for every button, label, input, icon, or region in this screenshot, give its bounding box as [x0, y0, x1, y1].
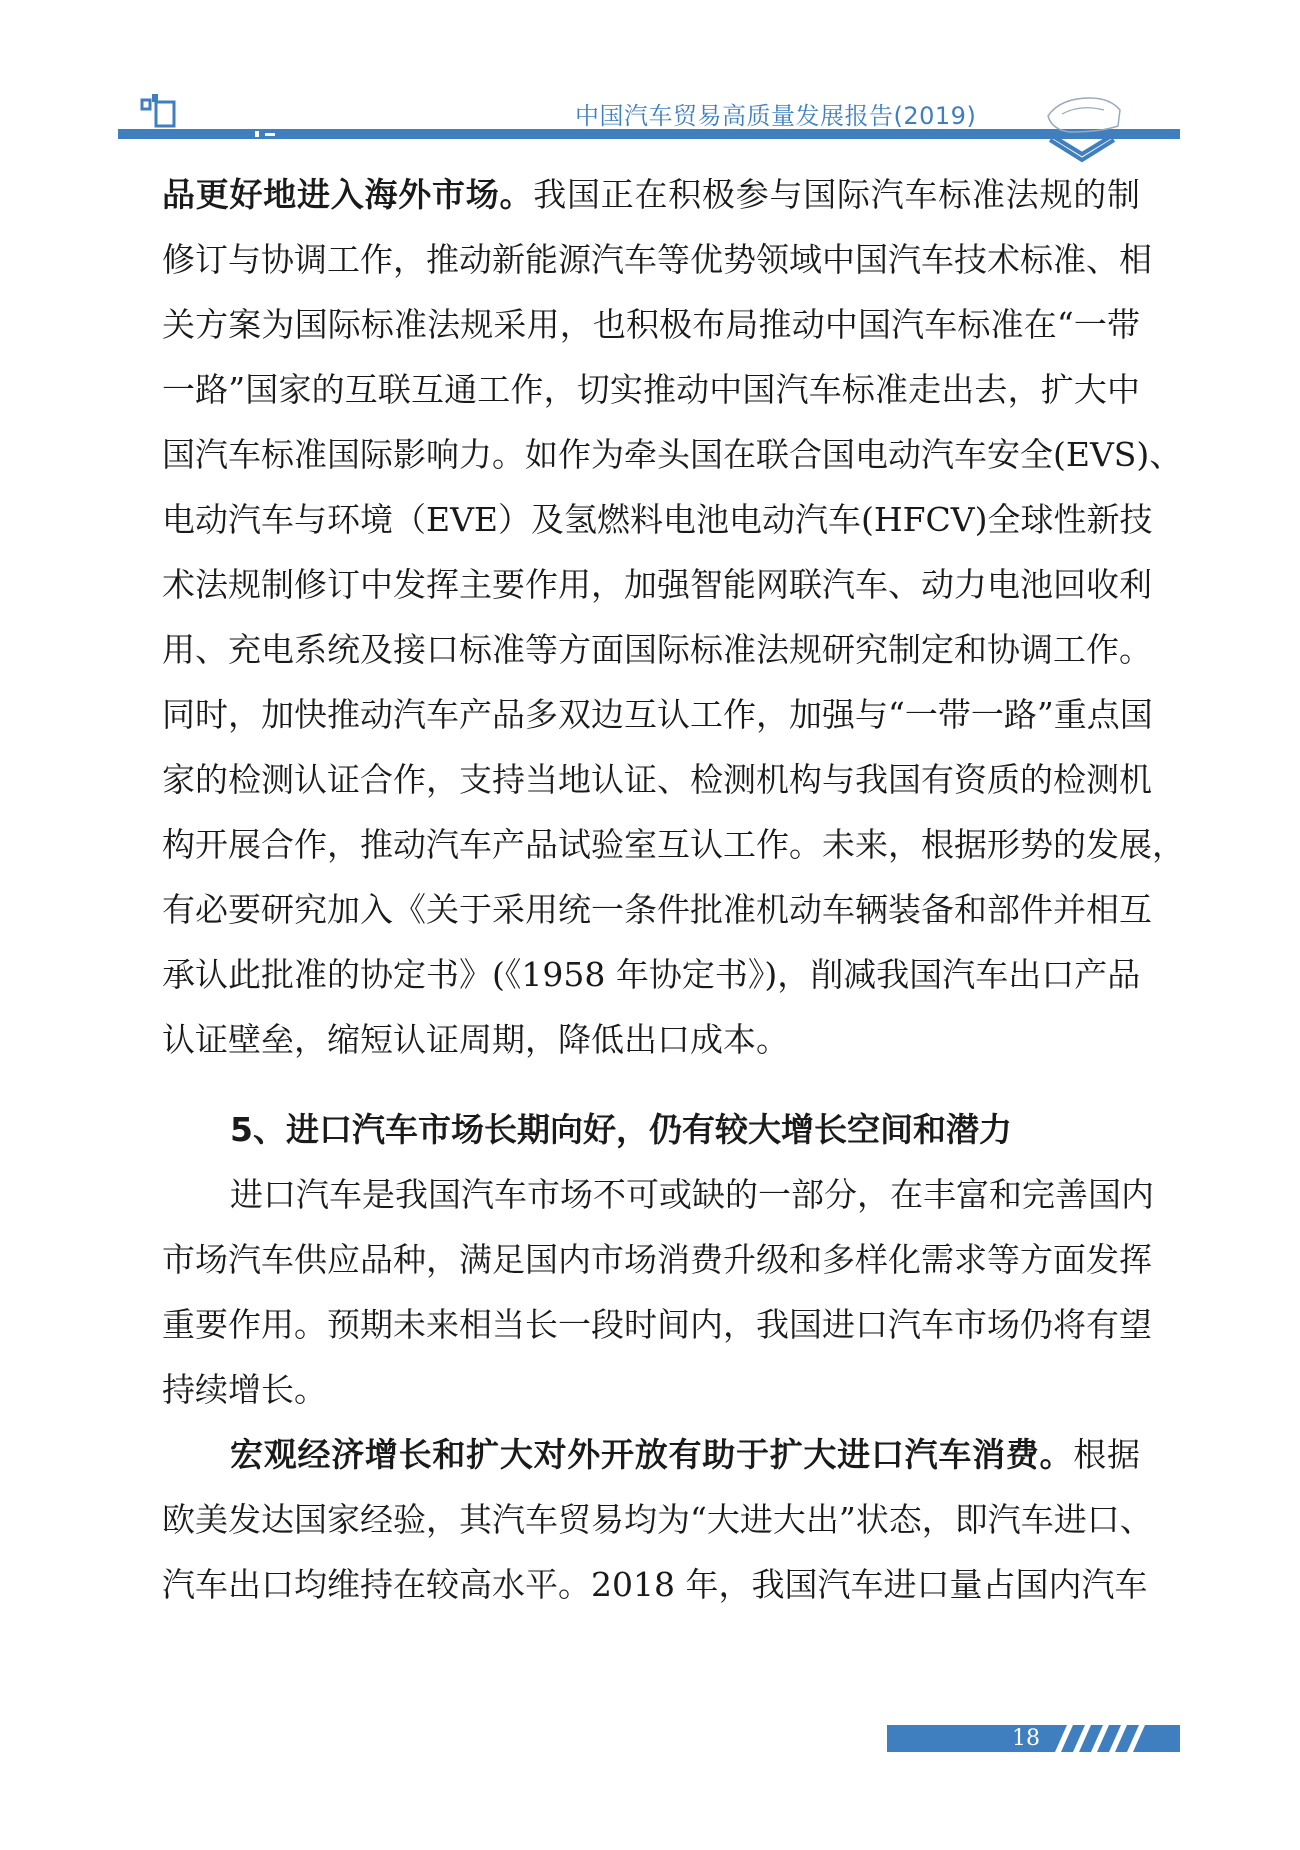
report-logo-icon: [140, 90, 180, 130]
text-line: [162, 300, 1140, 365]
line-text: 我国正在积极参与国际汽车标准法规的制: [533, 175, 1140, 214]
text-line: [162, 1300, 1152, 1365]
text-line: [162, 1365, 1140, 1430]
text-line: [162, 365, 1140, 430]
line-text: 重要作用。预期未来相当长一段时间内，我国进口汽车市场仍将有望: [162, 1305, 1152, 1344]
header-rule-notch: [265, 133, 275, 136]
line-text: 构开展合作，推动汽车产品试验室互认工作。未来，根据形势的发展，: [162, 825, 1185, 864]
line-text: 同时，加快推动汽车产品多双边互认工作，加强与“一带一路”重点国: [162, 695, 1153, 734]
line-text: 国汽车标准国际影响力。如作为牵头国在联合国电动汽车安全(EVS)、: [162, 435, 1183, 474]
text-line: [162, 1560, 1148, 1625]
text-line: [162, 235, 1152, 300]
line-text: 欧美发达国家经验，其汽车贸易均为“大进大出”状态，即汽车进口、: [162, 1500, 1153, 1539]
text-line: [162, 1170, 1154, 1235]
bold-lead-sentence: 宏观经济增长和扩大对外开放有助于扩大进口汽车消费。: [230, 1435, 1074, 1474]
text-line: [162, 1015, 1140, 1080]
text-line: [162, 1430, 1140, 1495]
report-title: 中国汽车贸易高质量发展报告(2019): [575, 102, 977, 130]
line-text: 修订与协调工作，推动新能源汽车等优势领域中国汽车技术标准、相: [162, 240, 1152, 279]
line-text: 术法规制修订中发挥主要作用，加强智能网联汽车、动力电池回收利: [162, 565, 1152, 604]
line-text: 汽车出口均维持在较高水平。2018 年，我国汽车进口量占国内汽车: [162, 1565, 1148, 1604]
line-text: 持续增长。: [162, 1370, 327, 1409]
line-text: 电动汽车与环境（EVE）及氢燃料电池电动汽车(HFCV)全球性新技: [162, 500, 1153, 539]
line-text: 认证壁垒，缩短认证周期，降低出口成本。: [162, 1020, 789, 1059]
text-line: [162, 430, 1183, 495]
text-line: [162, 625, 1152, 690]
paragraph-gap: [162, 1080, 1140, 1105]
bold-lead-sentence: 品更好地进入海外市场。: [162, 175, 534, 214]
header-rule-notch: [255, 131, 259, 137]
line-text: 承认此批准的协定书》(《1958 年协定书》)，削减我国汽车出口产品: [162, 955, 1141, 994]
text-line: [162, 885, 1152, 950]
text-line: [162, 560, 1152, 625]
text-line: [162, 170, 1140, 235]
text-line: [162, 1495, 1153, 1560]
line-text: 关方案为国际标准法规采用，也积极布局推动中国汽车标准在“一带: [162, 305, 1140, 344]
line-text: 有必要研究加入《关于采用统一条件批准机动车辆装备和部件并相互: [162, 890, 1152, 929]
line-text: 一路”国家的互联互通工作，切实推动中国汽车标准走出去，扩大中: [162, 370, 1140, 409]
body-text: [162, 170, 1185, 1625]
line-text: 家的检测认证合作，支持当地认证、检测机构与我国有资质的检测机: [162, 760, 1152, 799]
car-emblem-icon: [1040, 88, 1124, 164]
page-number: 18: [1012, 1726, 1040, 1751]
line-text: 根据: [1073, 1435, 1141, 1474]
line-text: 市场汽车供应品种，满足国内市场消费升级和多样化需求等方面发挥: [162, 1240, 1152, 1279]
line-text: 用、充电系统及接口标准等方面国际标准法规研究制定和协调工作。: [162, 630, 1152, 669]
text-line: [162, 755, 1152, 820]
text-line: [162, 820, 1185, 885]
section-heading: [162, 1105, 1140, 1170]
line-text: 进口汽车是我国汽车市场不可或缺的一部分，在丰富和完善国内: [230, 1175, 1154, 1214]
text-line: [162, 495, 1153, 560]
text-line: [162, 950, 1140, 1015]
text-line: [162, 1235, 1152, 1300]
section-heading-text: 5、进口汽车市场长期向好，仍有较大增长空间和潜力: [230, 1110, 1012, 1149]
text-line: [162, 690, 1153, 755]
